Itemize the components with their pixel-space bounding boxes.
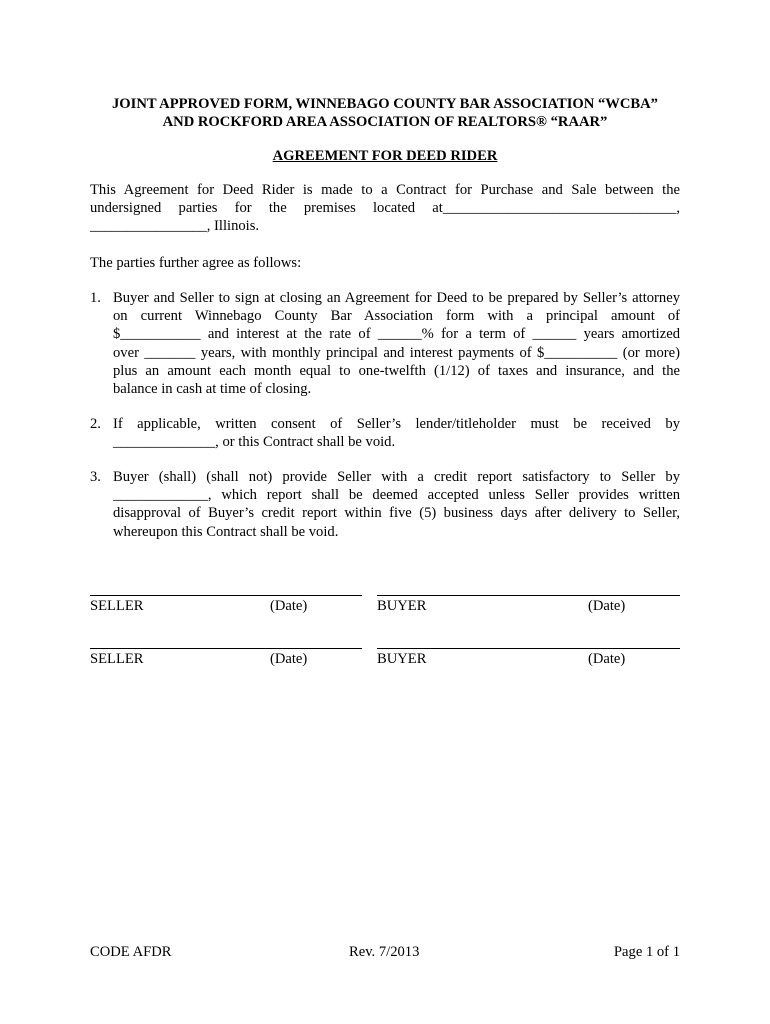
list-item-line: disapproval of Buyer’s credit report within five (5) business days after delivery to Seller, <box>113 505 680 522</box>
list-item-line: If applicable, written consent of Seller’s lender/titleholder must be received by <box>113 416 680 432</box>
list-item-body <box>113 415 680 451</box>
list-item <box>90 415 680 451</box>
list-item-number: 1. <box>90 290 101 306</box>
list-item <box>90 468 680 541</box>
list-item-line: plus an amount each month equal to one-twelfth (1/12) of taxes and insurance, and the <box>113 362 680 379</box>
intro-line: undersigned parties for the premises located at________________________________, <box>90 200 680 217</box>
buyer-signature-line[interactable] <box>377 595 680 596</box>
further-agree-text: The parties further agree as follows: <box>90 255 302 271</box>
list-item-line: whereupon this Contract shall be void. <box>113 523 339 540</box>
buyer-signature-line[interactable] <box>377 648 680 649</box>
seller-date-label: (Date) <box>270 651 308 667</box>
form-header-line-2: AND ROCKFORD AREA ASSOCIATION OF REALTORS® “RAAR” <box>162 114 608 130</box>
list-item-number: 2. <box>90 416 101 432</box>
buyer-label: BUYER <box>377 598 427 614</box>
seller-signature-line[interactable] <box>90 648 362 649</box>
list-item-line: on current Winnebago County Bar Association form with a principal amount of <box>113 308 680 325</box>
revision-date: Rev. 7/2013 <box>349 944 420 960</box>
list-item-line: Buyer and Seller to sign at closing an Agreement for Deed to be prepared by Seller’s attorney <box>113 290 680 306</box>
list-item-body <box>113 468 680 541</box>
page-number: Page 1 of 1 <box>613 944 680 960</box>
buyer-date-label: (Date) <box>588 598 626 614</box>
list-item-line: Buyer (shall) (shall not) provide Seller with a credit report satisfactory to Seller by <box>113 469 680 485</box>
list-item-line: _____________, which report shall be deemed accepted unless Seller provides written <box>113 487 680 504</box>
intro-line: ________________, Illinois. <box>90 218 260 235</box>
seller-date-label: (Date) <box>270 598 308 614</box>
list-item <box>90 289 680 398</box>
list-item-body <box>113 289 680 398</box>
form-code: CODE AFDR <box>90 944 172 960</box>
list-item-line: balance in cash at time of closing. <box>113 381 312 398</box>
seller-label: SELLER <box>90 598 144 614</box>
intro-line: This Agreement for Deed Rider is made to a Contract for Purchase and Sale between the <box>90 182 680 198</box>
intro-paragraph <box>90 181 680 236</box>
buyer-label: BUYER <box>377 651 427 667</box>
list-item-line: over _______ years, with monthly principal and interest payments of $__________ (or more) <box>113 344 680 361</box>
seller-signature-line[interactable] <box>90 595 362 596</box>
list-item-line: $___________ and interest at the rate of ______% for a term of ______ years amortized <box>113 326 680 343</box>
form-header-line-1: JOINT APPROVED FORM, WINNEBAGO COUNTY BAR ASSOCIATION “WCBA” <box>112 96 658 112</box>
buyer-date-label: (Date) <box>588 651 626 667</box>
list-item-number: 3. <box>90 469 101 485</box>
document-title: AGREEMENT FOR DEED RIDER <box>272 148 498 164</box>
seller-label: SELLER <box>90 651 144 667</box>
further-agree-paragraph <box>90 254 680 272</box>
list-item-line: ______________, or this Contract shall be void. <box>113 434 396 451</box>
